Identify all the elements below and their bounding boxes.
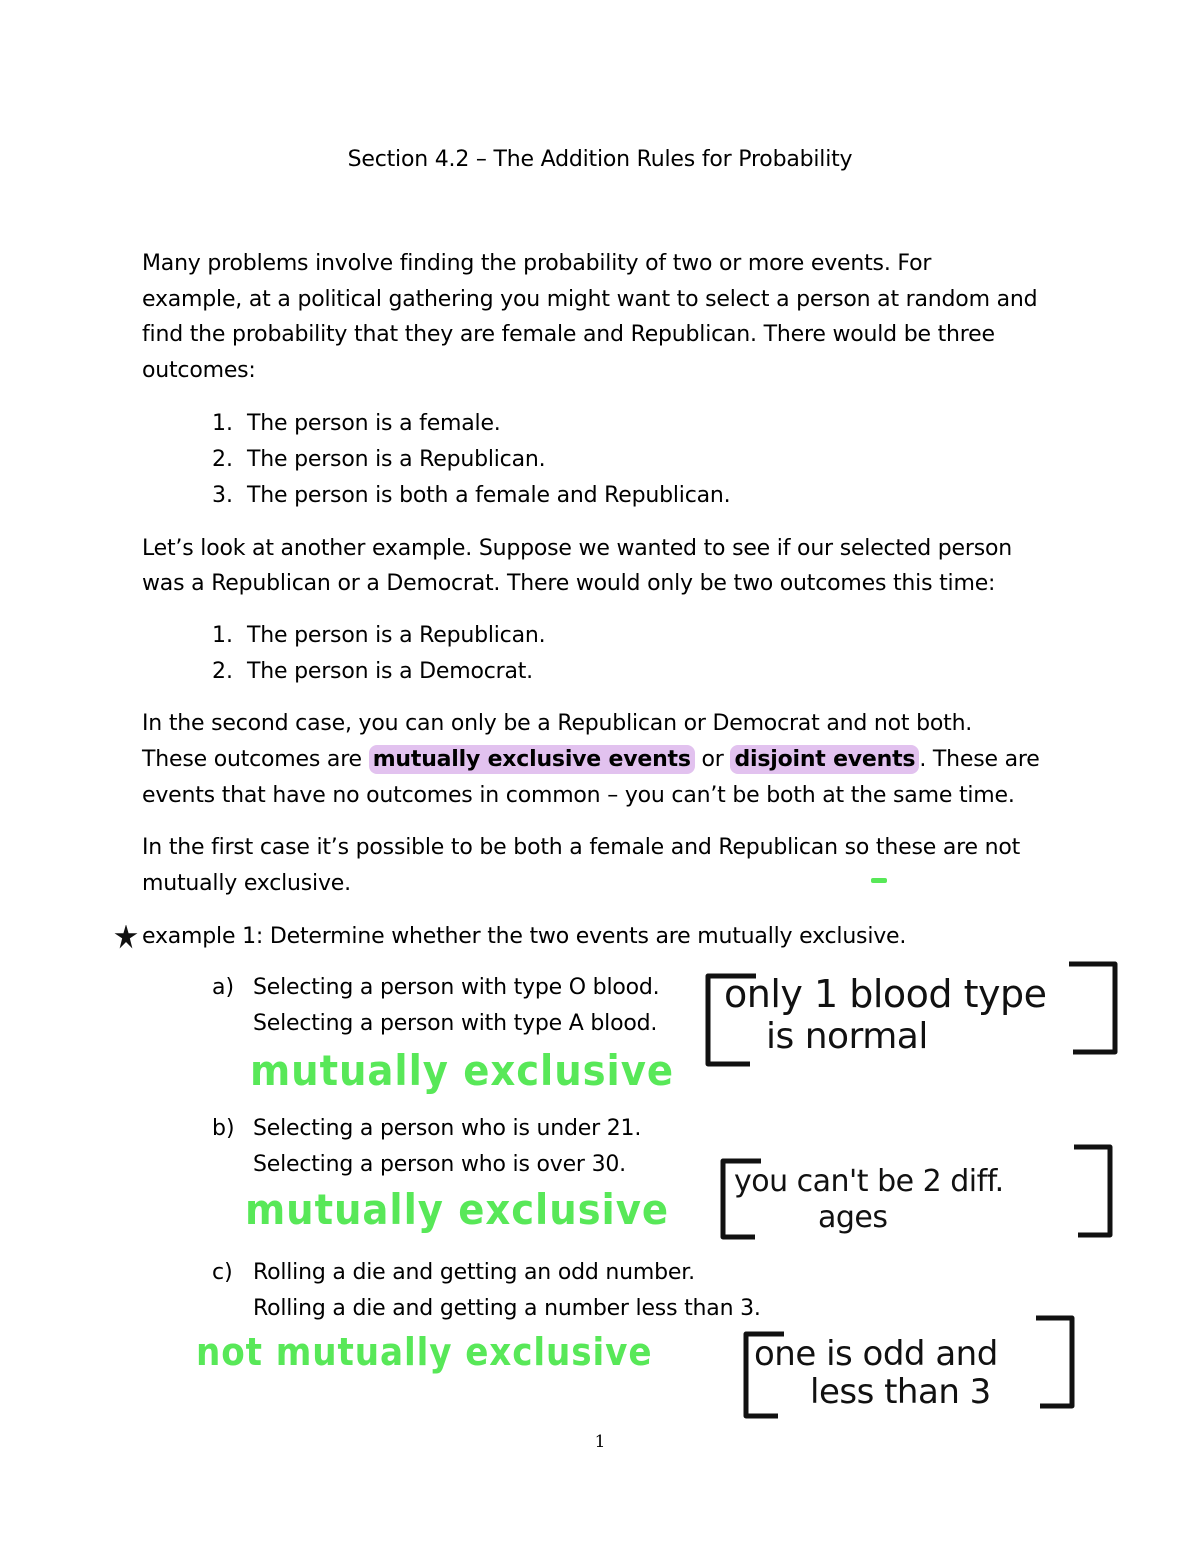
intro-line: find the probability that they are female and Republican. There would be three [142,322,995,347]
highlighted-term: disjoint events [730,745,919,774]
part-line: Selecting a person with type A blood. [253,1011,658,1036]
bracket-right [1065,958,1125,1058]
list-number: 1. [212,411,233,436]
example-heading: example 1: Determine whether the two events are mutually exclusive. [142,924,907,949]
star-icon [114,925,138,949]
bracket-right [1070,1141,1120,1241]
text: or [694,747,731,772]
intro-line: outcomes: [142,358,256,383]
highlighted-term: mutually exclusive events [369,745,695,774]
intro-line: Many problems involve finding the probability of two or more events. For [142,251,932,276]
part-line: Selecting a person who is over 30. [253,1152,626,1177]
paragraph-line: In the second case, you can only be a Republican or Democrat and not both. [142,711,973,736]
list-item: The person is a female. [247,411,501,436]
handwritten-note: one is odd and [754,1334,998,1374]
text: These outcomes are [142,747,369,772]
list-item: The person is both a female and Republican. [247,483,731,508]
green-dash-mark [871,878,887,883]
page-title: Section 4.2 – The Addition Rules for Probability [347,147,853,172]
paragraph-line: In the first case it’s possible to be both a female and Republican so these are not [142,835,1021,860]
part-label: c) [212,1260,233,1285]
paragraph-line: Let’s look at another example. Suppose we wanted to see if our selected person [142,536,1012,561]
handwritten-note: ages [818,1200,888,1235]
handwritten-answer: mutually exclusive [250,1046,674,1095]
bracket-right [1032,1312,1082,1412]
list-number: 2. [212,447,233,472]
text: . These are [919,747,1040,772]
page-number: 1 [594,1432,606,1452]
list-item: The person is a Republican. [247,447,546,472]
handwritten-note: you can't be 2 diff. [734,1164,1004,1199]
handwritten-answer: mutually exclusive [245,1185,669,1234]
handwritten-note: is normal [766,1016,928,1057]
part-line: Selecting a person who is under 21. [253,1116,642,1141]
list-number: 3. [212,483,233,508]
part-label: a) [212,975,235,1000]
paragraph-line: mutually exclusive. [142,871,351,896]
handwritten-answer: not mutually exclusive [196,1330,653,1374]
part-label: b) [212,1116,235,1141]
list-number: 2. [212,659,233,684]
part-line: Selecting a person with type O blood. [253,975,660,1000]
handwritten-note: less than 3 [810,1372,991,1412]
list-item: The person is a Democrat. [247,659,533,684]
handwritten-note: only 1 blood type [724,972,1047,1016]
part-line: Rolling a die and getting a number less than 3. [253,1296,761,1321]
paragraph-line: was a Republican or a Democrat. There would only be two outcomes this time: [142,571,996,596]
paragraph-line: events that have no outcomes in common – you can’t be both at the same time. [142,783,1015,808]
list-item: The person is a Republican. [247,623,546,648]
intro-line: example, at a political gathering you might want to select a person at random and [142,287,1038,312]
list-number: 1. [212,623,233,648]
paragraph-line [142,746,1040,774]
part-line: Rolling a die and getting an odd number. [253,1260,695,1285]
